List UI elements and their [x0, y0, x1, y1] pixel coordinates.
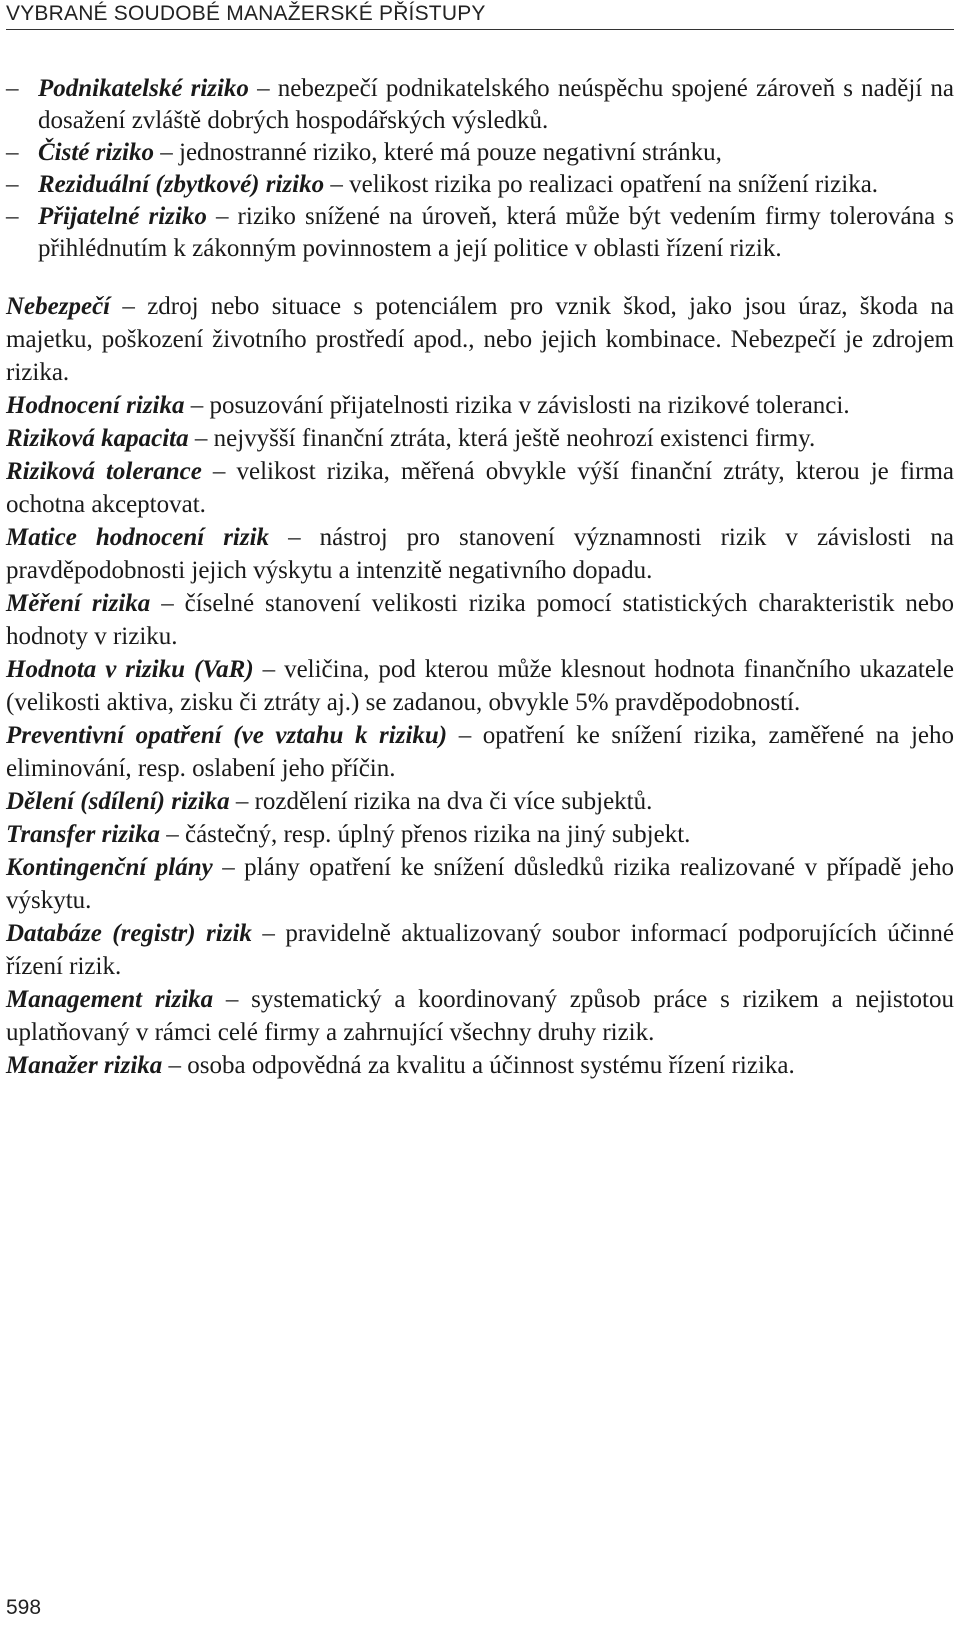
- definition-entry: [6, 587, 954, 653]
- separator: –: [206, 203, 238, 230]
- definition-text: nástroj pro stanovení významnosti rizik v závislosti na pravděpodobnosti jejich výskytu a intenzitě negativního dopadu.: [6, 524, 954, 584]
- definition-text: systematický a koordinovaný způsob práce s rizikem a nejistotou uplatňovaný v rámci celé firmy a zahrnující všechny druhy rizik.: [6, 986, 954, 1046]
- header-divider: [6, 29, 954, 30]
- separator: –: [162, 1052, 188, 1079]
- definition-entry: [6, 455, 954, 521]
- definition-entry: [6, 818, 954, 851]
- definition-entry: [6, 389, 954, 422]
- running-header-title: VYBRANÉ SOUDOBÉ MANAŽERSKÉ PŘÍSTUPY: [6, 2, 486, 25]
- term: Podnikatelské riziko: [38, 75, 249, 102]
- term: Hodnota v riziku (VaR): [6, 656, 254, 683]
- definition-text: velikost rizika po realizaci opatření na snížení rizika.: [349, 171, 879, 198]
- definition-entry: [6, 719, 954, 785]
- risk-type-item: [6, 137, 954, 169]
- separator: –: [253, 656, 285, 683]
- definition-entry: [6, 653, 954, 719]
- definition-text: velikost rizika, měřená obvykle výší finanční ztráty, kterou je firma ochotna akceptovat.: [6, 458, 954, 518]
- definition-text: plány opatření ke snížení důsledků rizika realizované v případě jeho výskytu.: [6, 854, 955, 914]
- definition-entry: [6, 422, 954, 455]
- separator: –: [110, 293, 148, 320]
- definition-text: opatření ke snížení rizika, zaměřené na jeho eliminování, resp. oslabení jeho příčin.: [6, 722, 955, 782]
- definition-text: nebezpečí podnikatelského neúspěchu spojené zároveň s nadějí na dosažení zvláště dobrých hospodářských výsledků.: [38, 75, 954, 134]
- risk-types-list: [6, 73, 954, 265]
- definition-entry: [6, 290, 954, 389]
- term: Riziková tolerance: [6, 458, 202, 485]
- term: Hodnocení rizika: [6, 392, 185, 419]
- separator: –: [188, 425, 214, 452]
- term: Přijatelné riziko: [38, 203, 207, 230]
- separator: –: [251, 920, 286, 947]
- separator: –: [229, 788, 255, 815]
- definition-entry: [6, 1049, 954, 1082]
- definition-text: nejvyšší finanční ztráta, která ještě neohrozí existenci firmy.: [213, 425, 816, 452]
- term: Matice hodnocení rizik: [6, 524, 270, 551]
- definition-text: zdroj nebo situace s potenciálem pro vznik škod, jako jsou úraz, škoda na majetku, poškození životního prostředí apod., nebo jejich kombinace. Nebezpečí je zdrojem rizika.: [6, 293, 955, 386]
- dash-bullet: –: [6, 171, 19, 198]
- term: Riziková kapacita: [6, 425, 189, 452]
- definitions-list: [6, 290, 954, 1082]
- definition-text: posuzování přijatelnosti rizika v závislosti na rizikové toleranci.: [209, 392, 850, 419]
- term: Dělení (sdílení) rizika: [6, 788, 230, 815]
- term: Čisté riziko: [38, 139, 154, 166]
- page-body: [6, 73, 954, 1082]
- term: Databáze (registr) rizik: [6, 920, 252, 947]
- separator: –: [447, 722, 483, 749]
- definition-entry: [6, 983, 954, 1049]
- dash-bullet: –: [6, 203, 19, 230]
- separator: –: [184, 392, 210, 419]
- dash-bullet: –: [6, 75, 19, 102]
- separator: –: [213, 986, 252, 1013]
- definition-entry: [6, 917, 954, 983]
- term: Reziduální (zbytkové) riziko: [38, 171, 325, 198]
- separator: –: [154, 139, 179, 166]
- separator: –: [269, 524, 320, 551]
- term: Měření rizika: [6, 590, 151, 617]
- definition-entry: [6, 785, 954, 818]
- definition-text: číselné stanovení velikosti rizika pomocí statistických charakteristik nebo hodnoty v riziku.: [6, 590, 954, 650]
- definition-text: rozdělení rizika na dva či více subjektů.: [254, 788, 653, 815]
- separator: –: [324, 171, 350, 198]
- risk-type-item: [6, 169, 954, 201]
- definition-text: pravidelně aktualizovaný soubor informací podporujících účinné řízení rizik.: [6, 920, 955, 980]
- risk-type-item: [6, 73, 954, 137]
- term: Nebezpečí: [6, 293, 111, 320]
- running-header: [6, 2, 954, 30]
- term: Preventivní opatření (ve vztahu k riziku): [6, 722, 448, 749]
- definition-text: částečný, resp. úplný přenos rizika na jiný subjekt.: [184, 821, 691, 848]
- separator: –: [201, 458, 237, 485]
- separator: –: [248, 75, 278, 102]
- page-number: 598: [6, 1596, 42, 1619]
- separator: –: [150, 590, 185, 617]
- definition-text: jednostranné riziko, které má pouze negativní stránku,: [179, 139, 722, 166]
- definition-entry: [6, 851, 954, 917]
- definition-entry: [6, 521, 954, 587]
- term: Kontingenční plány: [6, 854, 213, 881]
- dash-bullet: –: [6, 139, 19, 166]
- term: Management rizika: [6, 986, 214, 1013]
- definition-text: veličina, pod kterou může klesnout hodnota finančního ukazatele (velikosti aktiva, zisku či ztráty aj.) se zadanou, obvykle 5% pravděpodobností.: [6, 656, 955, 716]
- definition-text: osoba odpovědná za kvalitu a účinnost systému řízení rizika.: [187, 1052, 795, 1079]
- term: Manažer rizika: [6, 1052, 163, 1079]
- risk-type-item: [6, 201, 954, 265]
- definition-text: riziko snížené na úroveň, která může být vedením firmy tolerována s přihlédnutím k zákonným povinnostem a její politice v oblasti řízení rizik.: [38, 203, 955, 262]
- separator: –: [159, 821, 185, 848]
- separator: –: [212, 854, 245, 881]
- term: Transfer rizika: [6, 821, 160, 848]
